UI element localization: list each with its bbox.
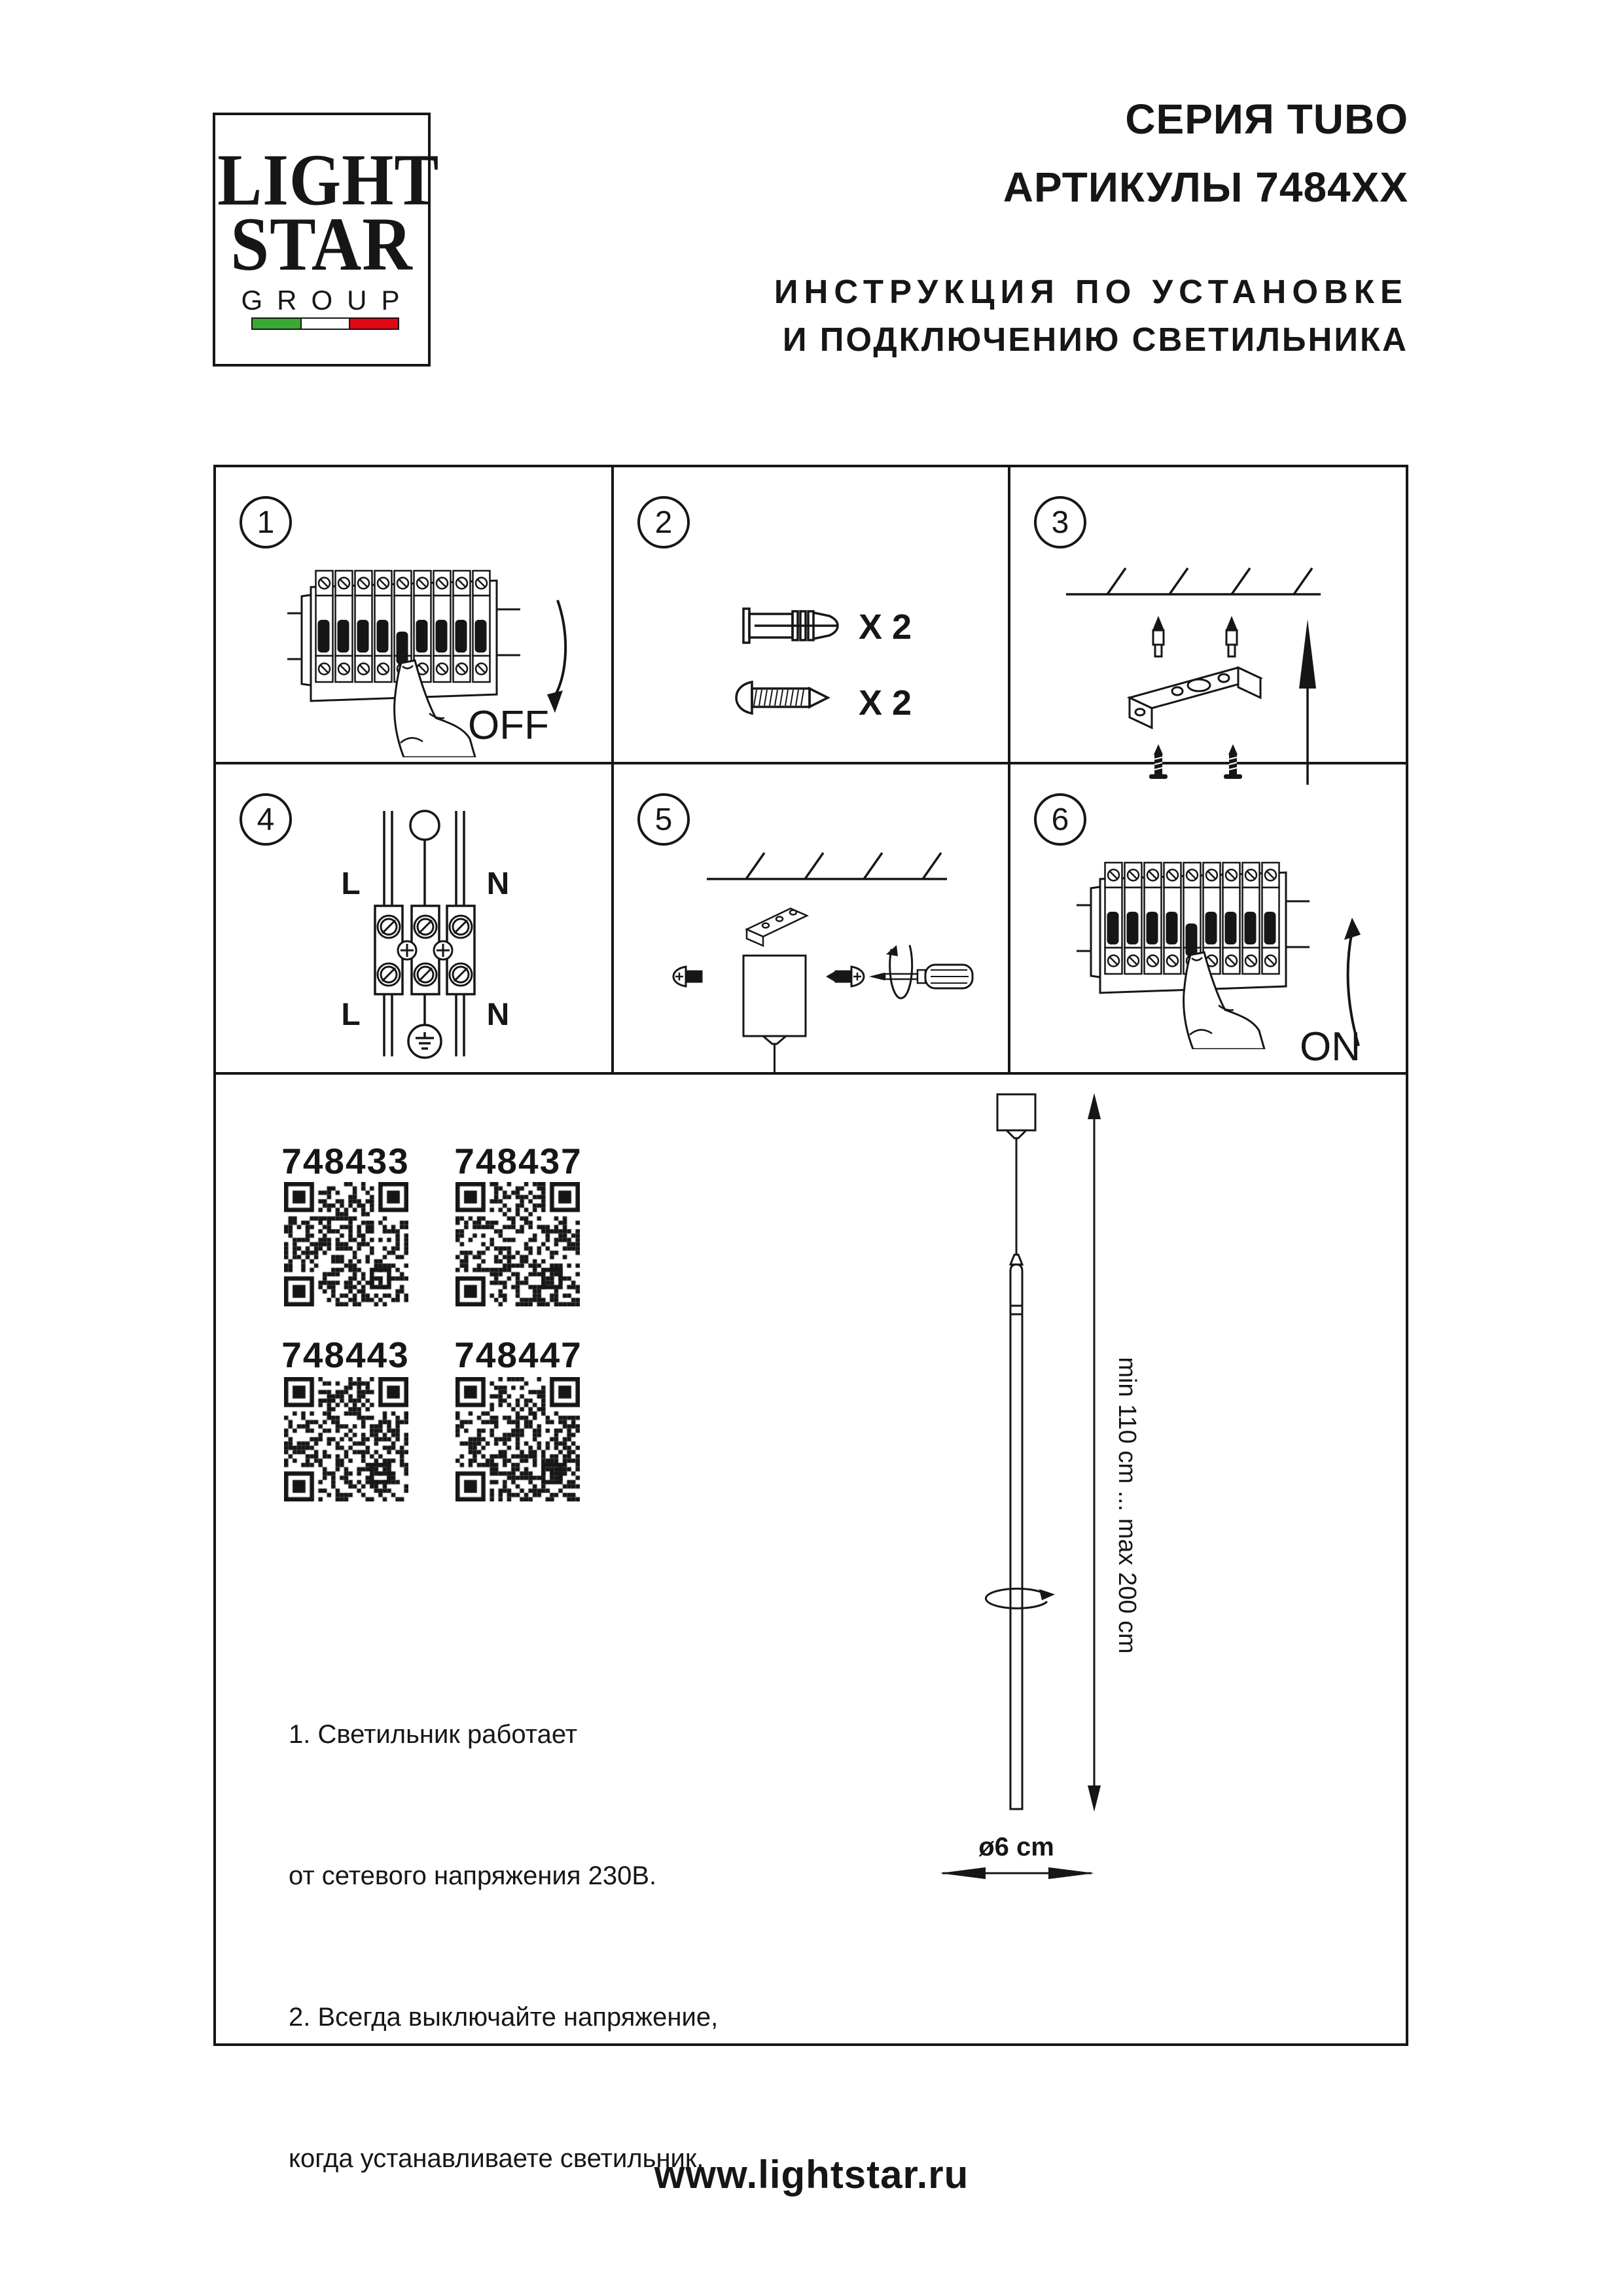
website-url: www.lightstar.ru xyxy=(654,2153,969,2197)
n-bottom-label: N xyxy=(486,997,510,1032)
circuit-breaker-on-icon xyxy=(1056,830,1413,1069)
canopy-install-icon xyxy=(640,850,1000,1075)
off-label: OFF xyxy=(468,703,549,748)
on-label: ON xyxy=(1300,1024,1361,1069)
mounting-hardware-icon xyxy=(669,565,983,729)
logo-group-text: GROUP xyxy=(241,285,414,316)
step-3-panel xyxy=(1010,467,1406,764)
note-line-3: 2. Всегда выключайте напряжение, xyxy=(289,2003,719,2032)
qr-code-748447 xyxy=(455,1377,580,1501)
screw-qty-label: X 2 xyxy=(859,683,912,723)
note-line-2: от сетевого напряжения 230В. xyxy=(289,1861,657,1890)
lightstar-logo xyxy=(213,113,440,367)
step-4-badge: 4 xyxy=(240,793,292,846)
article-number-748437: 748437 xyxy=(454,1141,582,1181)
height-dimension-arrow xyxy=(1088,1093,1101,1812)
canopy-icon xyxy=(743,956,806,1075)
articles-title: АРТИКУЛЫ 7484ХХ xyxy=(1003,164,1408,211)
flag-white-stripe xyxy=(300,319,351,329)
qr-code-748437 xyxy=(455,1182,580,1306)
flag-green-stripe xyxy=(253,319,300,329)
diameter-dimension-arrow xyxy=(940,1867,1094,1879)
series-title: СЕРИЯ TUBO xyxy=(1125,96,1408,143)
height-range-label: min 110 cm ... max 200 cm xyxy=(1113,1357,1141,1654)
article-number-748447: 748447 xyxy=(454,1335,582,1375)
note-line-1: 1. Светильник работает xyxy=(289,1720,578,1749)
screw-right-icon xyxy=(828,967,864,986)
logo-light-text: LIGHT xyxy=(217,139,440,221)
instruction-title-line1: ИНСТРУКЦИЯ ПО УСТАНОВКЕ xyxy=(774,273,1408,310)
pendant-lamp-dimensions-icon xyxy=(916,1080,1400,1898)
step-2-badge: 2 xyxy=(637,496,690,548)
step-5-panel xyxy=(614,764,1010,1075)
logo-star-text: STAR xyxy=(230,202,413,287)
wiring-terminal-icon xyxy=(298,781,573,1069)
rotate-indicator-icon xyxy=(986,1588,1055,1608)
screw-icon xyxy=(736,682,828,713)
terminal-screws xyxy=(378,916,472,986)
diameter-label: ø6 cm xyxy=(978,1833,1054,1861)
article-number-748433: 748433 xyxy=(281,1141,410,1181)
note-line-4: когда устанавливаете светильник. xyxy=(289,2144,704,2173)
step-4-panel xyxy=(216,764,614,1075)
article-number-748443: 748443 xyxy=(281,1335,410,1375)
n-top-label: N xyxy=(486,867,510,901)
italian-flag-icon xyxy=(251,317,399,330)
step-6-badge: 6 xyxy=(1034,793,1086,846)
qr-code-748443 xyxy=(284,1377,408,1501)
title-block xyxy=(774,98,1408,356)
screw-left-icon xyxy=(673,967,702,986)
step-1-badge: 1 xyxy=(240,496,292,548)
step-1-panel xyxy=(216,467,614,764)
step-2-panel xyxy=(614,467,1010,764)
mounting-bracket-icon xyxy=(1130,668,1260,728)
up-arrow-icon xyxy=(1299,619,1316,785)
qr-code-748433 xyxy=(284,1182,408,1306)
pendant-lamp-icon xyxy=(997,1094,1035,1809)
step-3-badge: 3 xyxy=(1034,496,1086,548)
dowel-qty-label: X 2 xyxy=(859,607,912,647)
flag-red-stripe xyxy=(350,319,398,329)
l-bottom-label: L xyxy=(341,997,361,1032)
l-top-label: L xyxy=(341,867,361,901)
screwdriver-icon xyxy=(869,945,972,998)
ceiling-bracket-mounting-icon xyxy=(1030,563,1383,795)
circuit-breaker-off-icon xyxy=(262,543,615,765)
product-info-panel xyxy=(216,1075,1406,2173)
anchor-icon xyxy=(1152,616,1238,656)
instruction-table xyxy=(213,465,1408,2173)
bracket-icon xyxy=(747,908,807,946)
instruction-title-line2: И ПОДКЛЮЧЕНИЮ СВЕТИЛЬНИКА xyxy=(782,321,1408,358)
step-5-badge: 5 xyxy=(637,793,690,846)
wall-plug-icon xyxy=(743,609,838,643)
step-6-panel xyxy=(1010,764,1406,1075)
